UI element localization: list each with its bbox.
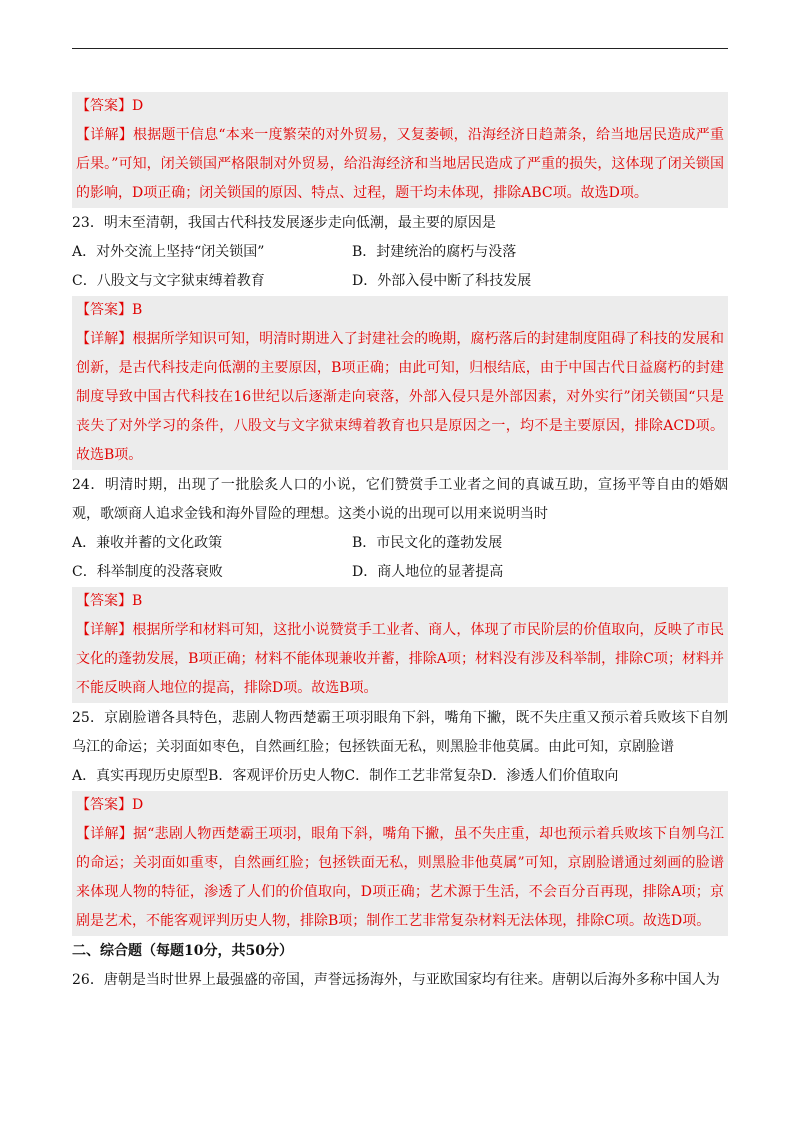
page-content: [72, 92, 728, 995]
answer-block-25: [72, 791, 728, 936]
option-a: A．对外交流上坚持“闭关锁国”: [72, 244, 265, 260]
answer-detail: 【详解】根据所学和材料可知，这批小说赞赏手工业者、商人，体现了市民阶层的价值取向，反映了市民文化的蓬勃发展，B项正确；材料不能体现兼收并蓄，排除A项；材料没有涉及科举制，排除C项；材料并不能反映商人地位的提高，排除D项。故选B项。: [76, 622, 724, 696]
question-25-options: [72, 762, 728, 791]
answer-label: 【答案】B: [76, 302, 143, 318]
question-24-options: [72, 529, 728, 587]
options-line: A．真实再现历史原型B．客观评价历史人物C．制作工艺非常复杂D．渗透人们价值取向: [72, 768, 619, 784]
option-d: D．外部入侵中断了科技发展: [352, 273, 532, 289]
answer-block-22: [72, 92, 728, 208]
option-b: B．市民文化的蓬勃发展: [352, 535, 503, 551]
question-26-stem: 26．唐朝是当时世界上最强盛的帝国，声誉远扬海外，与亚欧国家均有往来。唐朝以后海外多称中国人为: [72, 972, 720, 988]
answer-detail: 【详解】据“悲剧人物西楚霸王项羽，眼角下斜，嘴角下撇，虽不失庄重，却也预示着兵败垓下自刎乌江的命运；关羽面如重枣，自然画红脸；包拯铁面无私，则黑脸非他莫属”可知，京剧脸谱通过刻画的脸谱来体现人物的特征，渗透了人们的价值取向，D项正确；艺术源于生活，不会百分百再现，排除A项；京剧是艺术，不能客观评判历史人物，排除B项；制作工艺非常复杂材料无法体现，排除C项。故选D项。: [76, 826, 724, 929]
answer-block-23: [72, 296, 728, 470]
question-25-stem: 25．京剧脸谱各具特色，悲剧人物西楚霸王项羽眼角下斜，嘴角下撇，既不失庄重又预示着兵败垓下自刎乌江的命运；关羽面如枣色，自然画红脸；包拯铁面无私，则黑脸非他莫属。由此可知，京剧脸谱: [72, 710, 728, 755]
answer-label: 【答案】D: [76, 98, 144, 114]
answer-detail: 【详解】根据题干信息“本来一度繁荣的对外贸易，又复萎顿，沿海经济日趋萧条，给当地居民造成严重后果。”可知，闭关锁国严格限制对外贸易，给沿海经济和当地居民造成了严重的损失，这体现了闭关锁国的影响，D项正确；闭关锁国的原因、特点、过程，题干均未体现，排除ABC项。故选D项。: [76, 127, 724, 201]
answer-detail: 【详解】根据所学知识可知，明清时期进入了封建社会的晚期，腐朽落后的封建制度阻碍了科技的发展和创新，是古代科技走向低潮的主要原因，B项正确；由此可知，归根结底，由于中国古代日益腐朽的封建制度导致中国古代科技在16世纪以后逐渐走向衰落，外部入侵只是外部因素，对外实行”闭关锁国“只是丧失了对外学习的条件，八股文与文字狱束缚着教育也只是原因之一，均不是主要原因，排除ACD项。故选B项。: [76, 331, 724, 463]
header-rule: [72, 48, 728, 49]
answer-label: 【答案】B: [76, 593, 143, 609]
option-b: B．封建统治的腐朽与没落: [352, 244, 517, 260]
question-24-stem: 24．明清时期，出现了一批脍炙人口的小说，它们赞赏手工业者之间的真诚互助，宣扬平等自由的婚姻观，歌颂商人追求金钱和海外冒险的理想。这类小说的出现可以用来说明当时: [72, 477, 728, 522]
option-a: A．兼收并蓄的文化政策: [72, 535, 223, 551]
question-23-stem: 23．明末至清朝，我国古代科技发展逐步走向低潮，最主要的原因是: [72, 215, 496, 231]
answer-block-24: [72, 587, 728, 703]
answer-label: 【答案】D: [76, 797, 144, 813]
option-d: D．商人地位的显著提高: [352, 564, 504, 580]
question-23-options: [72, 238, 728, 296]
option-c: C．八股文与文字狱束缚着教育: [72, 273, 265, 289]
section-heading: 二、综合题（每题10分，共50分）: [72, 943, 293, 959]
option-c: C．科举制度的没落衰败: [72, 564, 223, 580]
